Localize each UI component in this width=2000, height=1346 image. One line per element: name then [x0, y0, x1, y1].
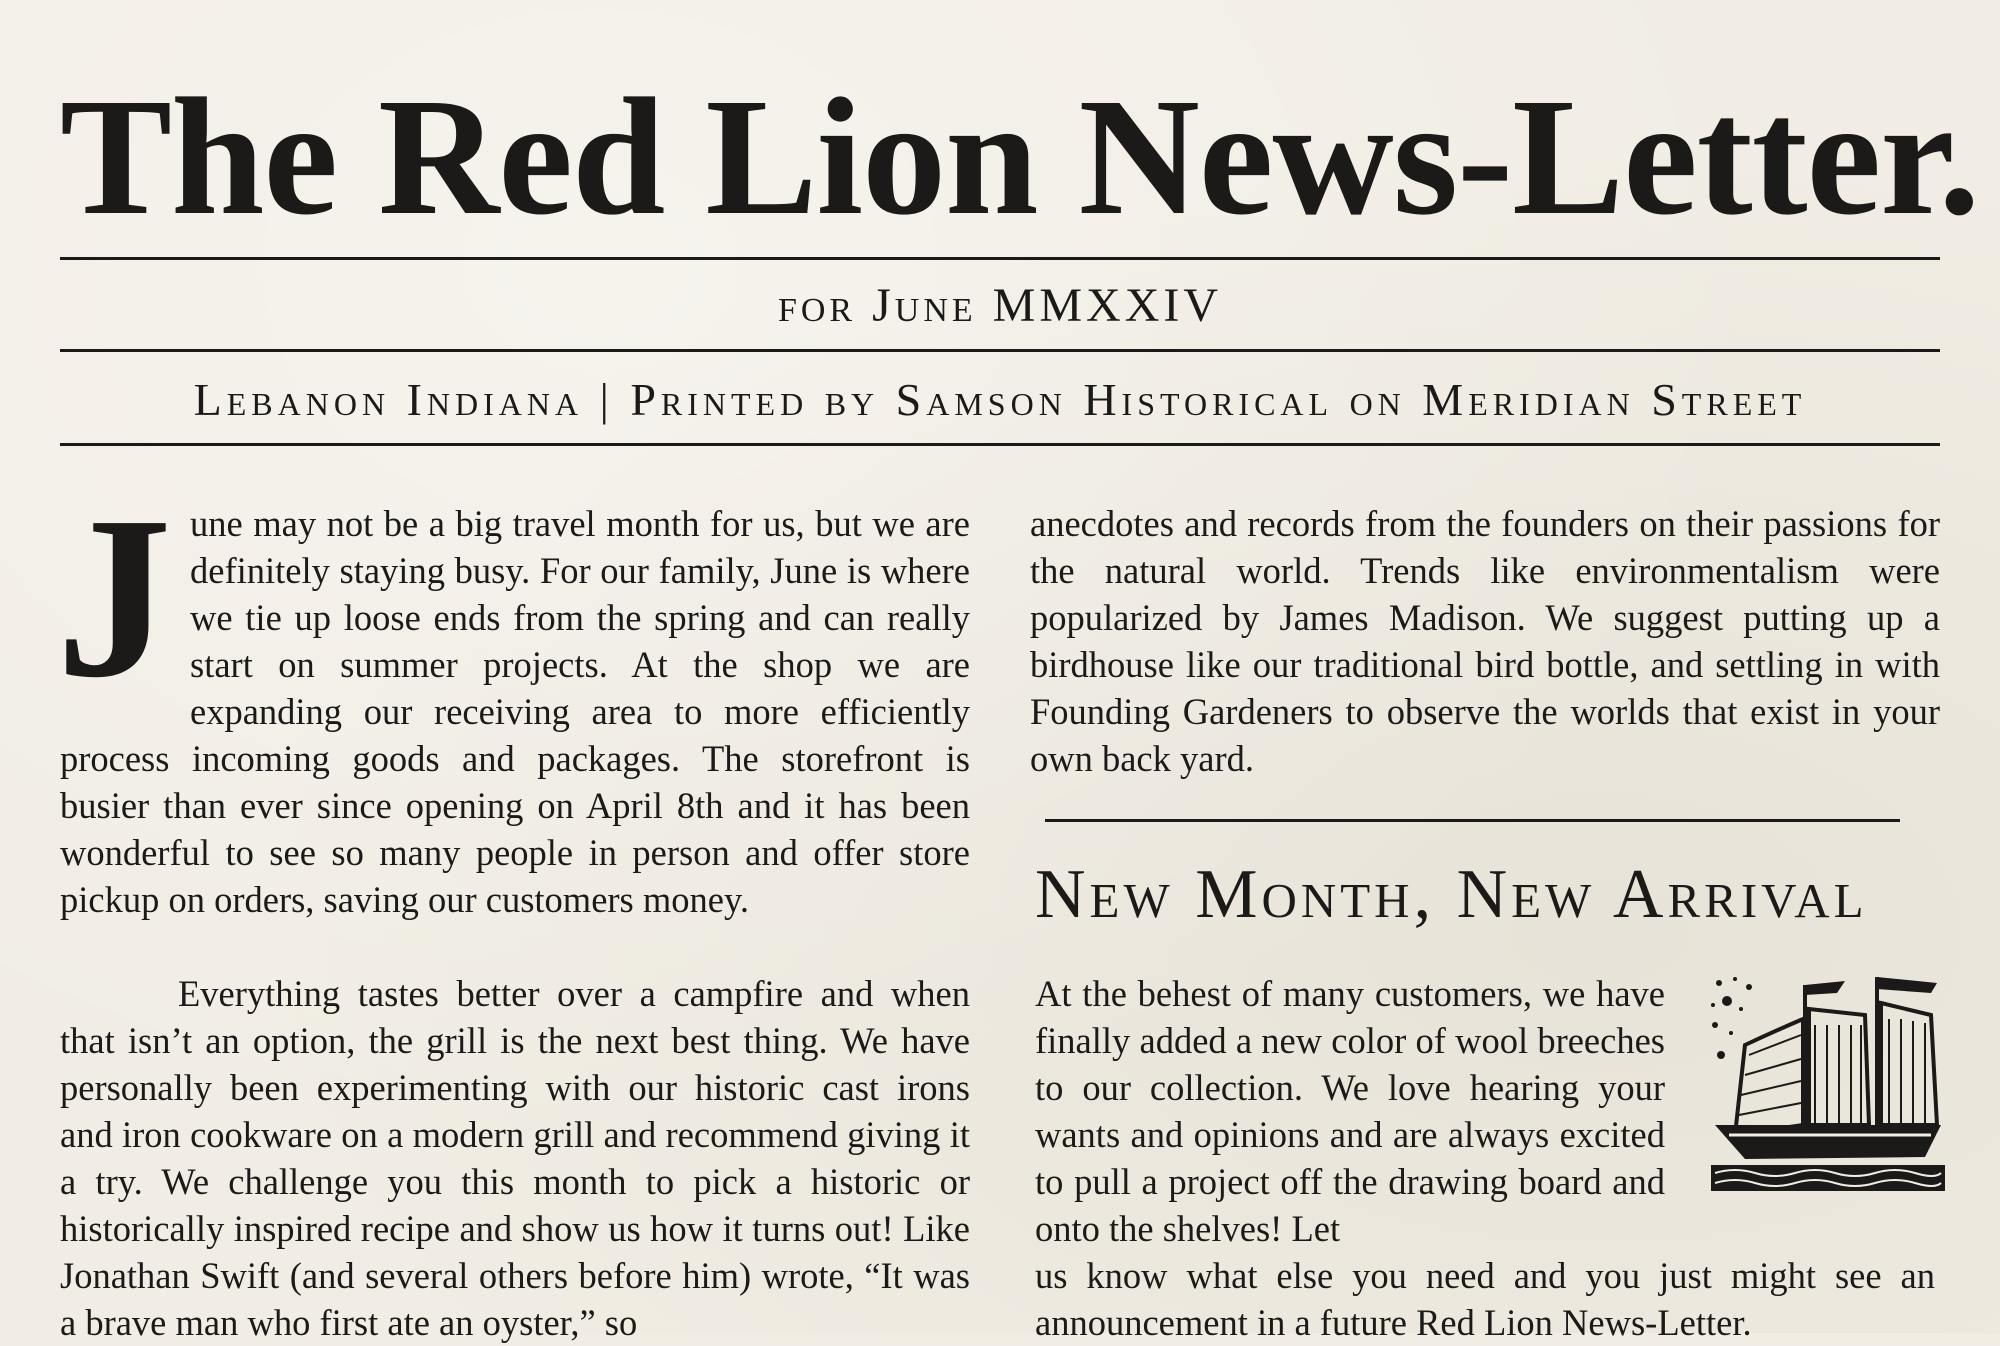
section-divider: [1045, 819, 1900, 822]
divider-rule: [60, 257, 1940, 260]
divider-rule: [60, 349, 1940, 352]
printer-line: Lebanon Indiana | Printed by Samson Historical on Meridian Street: [193, 374, 1807, 425]
drop-cap: J: [56, 469, 172, 726]
dateline: for June MMXXIV: [777, 279, 1223, 332]
article-column-right: [1030, 500, 1940, 782]
sailing-ship-woodcut-icon: [1705, 975, 1945, 1195]
paragraph-text: une may not be a big travel month for us, but we are definitely staying busy. For our family, June is where we tie up loose ends from the spring and can really start on summer projects. At the shop we are expanding our receiving area to more efficiently process incoming goods and packages. The storefront is busier than ever since opening on April 8th and it has been wonderful to see so many people in person and offer store pickup on orders, saving our customers money.: [60, 503, 970, 920]
article-paragraph: Everything tastes better over a campfire and when that isn’t an option, the grill is the next best thing. We have personally been experimenting with our historic cast irons and iron cookware on a modern grill and recommend giving it a try. We challenge you this month to pick a historic or historically inspired recipe and show us how it turns out! Like Jonathan Swift (and several others before him) wrote, “It was a brave man who first ate an oyster,” so: [60, 973, 970, 1343]
divider-rule: [60, 443, 1940, 446]
article-column-left: [56, 469, 970, 1346]
article-paragraph: [56, 469, 970, 923]
article-body-narrow: [1035, 970, 1665, 1252]
masthead-title: The Red Lion News-Letter.: [60, 64, 1980, 250]
section-heading: New Month, New Arrival: [1035, 856, 1868, 933]
article-body-wide: [1035, 1252, 1935, 1346]
article-paragraph: At the behest of many customers, we have finally added a new color of wool breeches to our collection. We love hearing your wants and opinions and are always excited to pull a project off the drawing board and onto the shelves! Let: [1035, 973, 1665, 1249]
article-paragraph: anecdotes and records from the founders on their passions for the natural world. Trends like environmentalism were popularized by James Madison. We suggest putting up a birdhouse like our traditional bird bottle, and settling in with Founding Gardeners to observe the worlds that exist in your own back yard.: [1030, 503, 1940, 779]
article-paragraph: us know what else you need and you just might see an announcement in a future Red Lion News-Letter.: [1035, 1255, 1935, 1343]
